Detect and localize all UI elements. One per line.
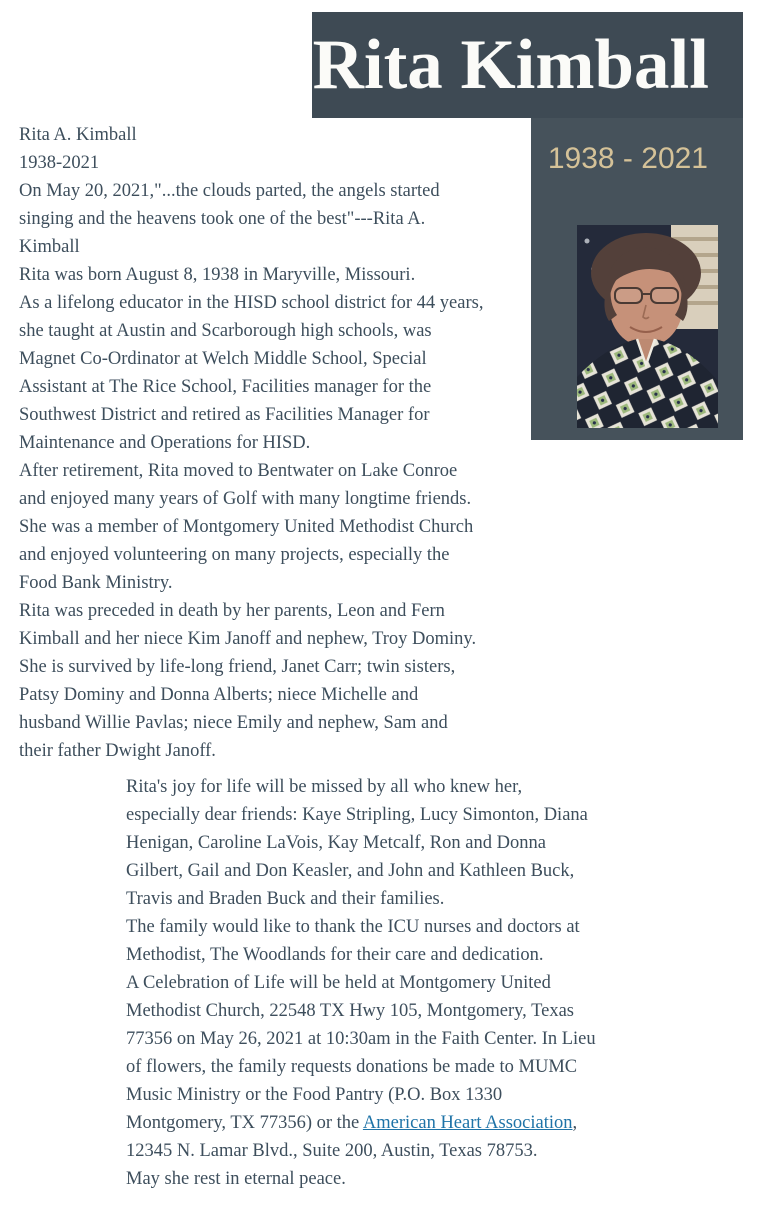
years-panel bbox=[531, 118, 743, 440]
obituary-line: The family would like to thank the ICU nurses and doctors at bbox=[126, 917, 580, 937]
life-years-label: 1938 - 2021 bbox=[547, 142, 708, 175]
obituary-line: On May 20, 2021,"...the clouds parted, the angels started bbox=[19, 181, 440, 201]
obituary-line: husband Willie Pavlas; niece Emily and nephew, Sam and bbox=[19, 713, 448, 733]
obituary-line: and enjoyed volunteering on many projects, especially the bbox=[19, 545, 450, 565]
obituary-line: After retirement, Rita moved to Bentwater on Lake Conroe bbox=[19, 461, 458, 481]
american-heart-association-link[interactable]: American Heart Association bbox=[362, 1113, 573, 1133]
obituary-line: Kimball bbox=[19, 237, 80, 257]
obituary-paragraph-indented bbox=[126, 773, 686, 1193]
obituary-line: Assistant at The Rice School, Facilities manager for the bbox=[19, 377, 432, 397]
line-text: Montgomery, TX 77356) or the bbox=[126, 1113, 363, 1133]
obituary-line: 12345 N. Lamar Blvd., Suite 200, Austin, Texas 78753. bbox=[126, 1141, 538, 1161]
obituary-line: Henigan, Caroline LaVois, Kay Metcalf, Ron and Donna bbox=[126, 833, 546, 853]
obituary-line: singing and the heavens took one of the best"---Rita A. bbox=[19, 209, 426, 229]
obituary-line: and enjoyed many years of Golf with many longtime friends. bbox=[19, 489, 472, 509]
obituary-line: Rita was born August 8, 1938 in Maryville, Missouri. bbox=[19, 265, 416, 285]
obituary-line bbox=[126, 1109, 686, 1137]
obituary-line: Patsy Dominy and Donna Alberts; niece Michelle and bbox=[19, 685, 419, 705]
obituary-line: A Celebration of Life will be held at Montgomery United bbox=[126, 973, 551, 993]
page-title: Rita Kimball bbox=[312, 26, 709, 104]
obituary-line: Southwest District and retired as Facilities Manager for bbox=[19, 405, 430, 425]
obituary-paragraph-main bbox=[19, 121, 549, 765]
obituary-line: Gilbert, Gail and Don Keasler, and John and Kathleen Buck, bbox=[126, 861, 575, 881]
obituary-line: she taught at Austin and Scarborough high schools, was bbox=[19, 321, 432, 341]
obituary-line: 1938-2021 bbox=[19, 153, 100, 173]
obituary-line: especially dear friends: Kaye Stripling, Lucy Simonton, Diana bbox=[126, 805, 588, 825]
obituary-line: their father Dwight Janoff. bbox=[19, 741, 216, 761]
obituary-line: of flowers, the family requests donations be made to MUMC bbox=[126, 1057, 578, 1077]
obituary-line: Travis and Braden Buck and their families. bbox=[126, 889, 445, 909]
obituary-line: Food Bank Ministry. bbox=[19, 573, 173, 593]
obituary-line: Rita was preceded in death by her parents, Leon and Fern bbox=[19, 601, 445, 621]
obituary-line: She was a member of Montgomery United Methodist Church bbox=[19, 517, 474, 537]
portrait-photo bbox=[577, 225, 718, 428]
obituary-line: She is survived by life-long friend, Janet Carr; twin sisters, bbox=[19, 657, 456, 677]
obituary-line: Kimball and her niece Kim Janoff and nephew, Troy Dominy. bbox=[19, 629, 477, 649]
obituary-line: Methodist, The Woodlands for their care and dedication. bbox=[126, 945, 544, 965]
header-banner bbox=[312, 12, 743, 118]
obituary-line: Rita's joy for life will be missed by all who knew her, bbox=[126, 777, 523, 797]
obituary-line: 77356 on May 26, 2021 at 10:30am in the Faith Center. In Lieu bbox=[126, 1029, 596, 1049]
obituary-line: Music Ministry or the Food Pantry (P.O. Box 1330 bbox=[126, 1085, 503, 1105]
obituary-line: As a lifelong educator in the HISD school district for 44 years, bbox=[19, 293, 484, 313]
line-text: , bbox=[572, 1113, 578, 1133]
obituary-line: Methodist Church, 22548 TX Hwy 105, Montgomery, Texas bbox=[126, 1001, 574, 1021]
obituary-line: Rita A. Kimball bbox=[19, 125, 137, 145]
obituary-line: Magnet Co-Ordinator at Welch Middle School, Special bbox=[19, 349, 427, 369]
obituary-line: May she rest in eternal peace. bbox=[126, 1169, 346, 1189]
obituary-line: Maintenance and Operations for HISD. bbox=[19, 433, 311, 453]
